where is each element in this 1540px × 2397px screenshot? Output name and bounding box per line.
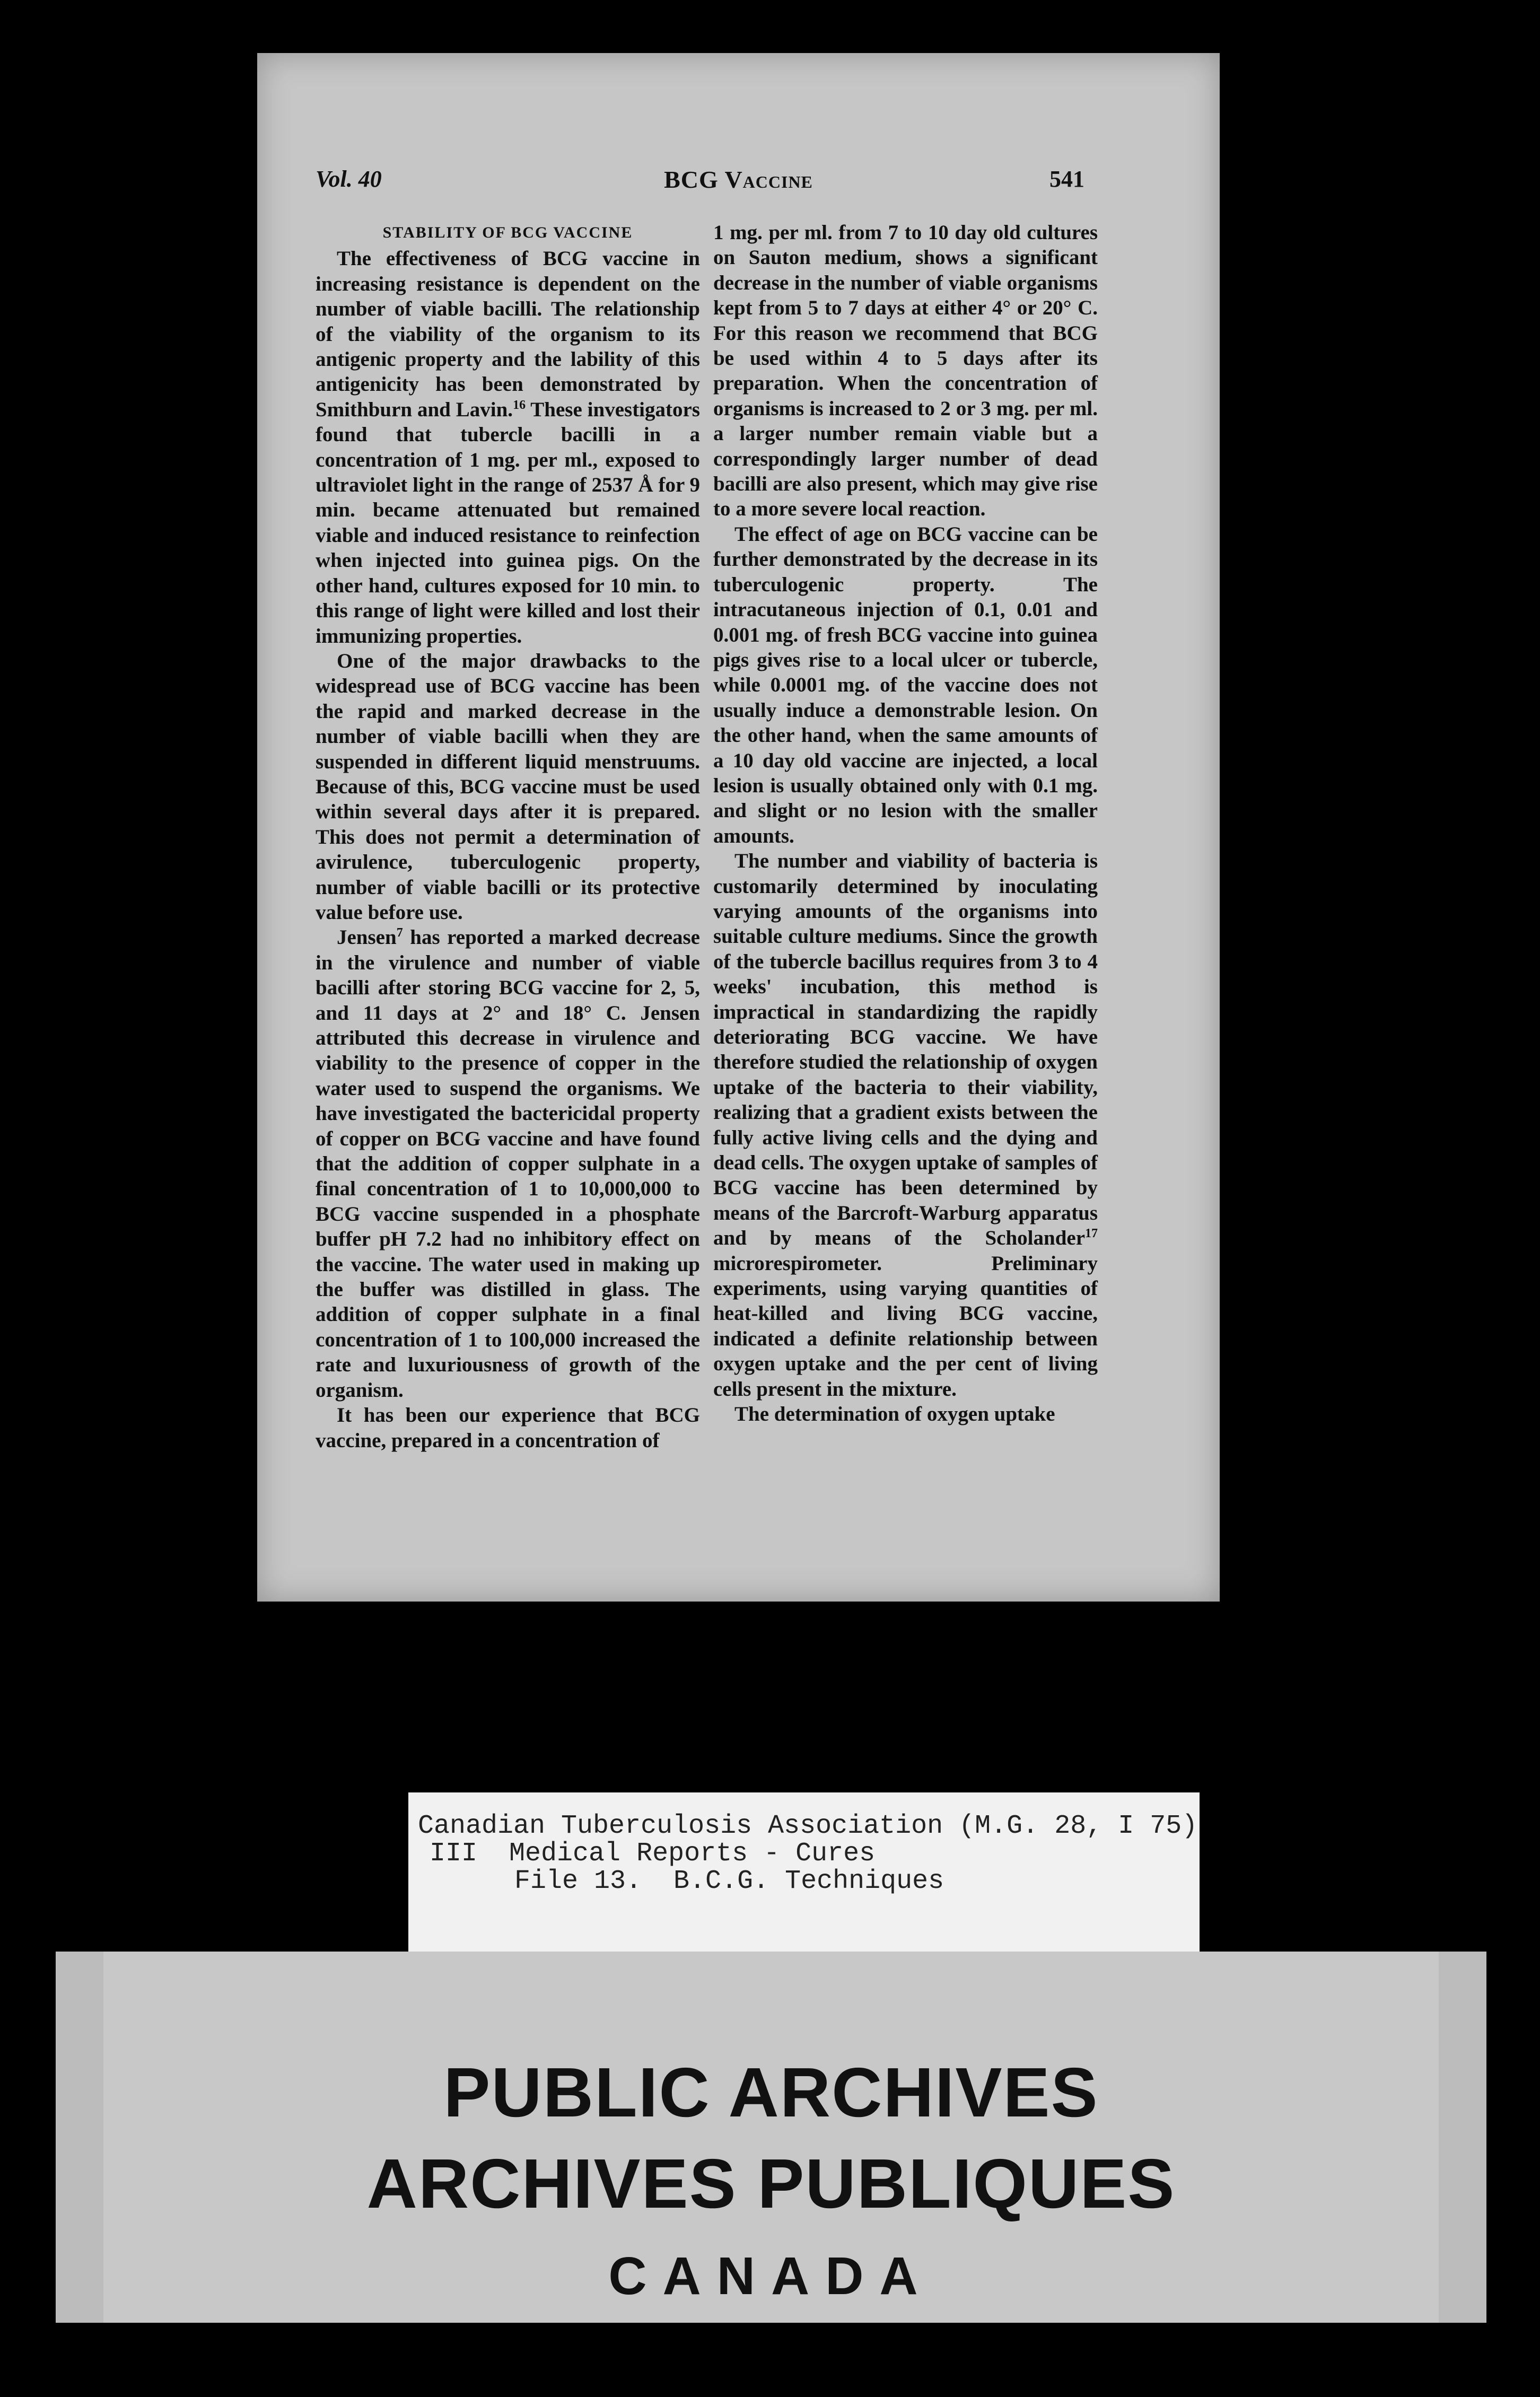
paragraph: The determination of oxygen uptake — [734, 1403, 1055, 1426]
left-column — [316, 220, 700, 1453]
paragraph: 1 mg. per ml. from 7 to 10 day old cultures on Sauton medium, shows a significant decrease in the number of viable organisms kept from 5 to 7 days at either 4° or 20° C. For this reason we recommend that BCG be used within 4 to 5 days after its preparation. When the concentration of organisms is increased to 2 or 3 mg. per ml. a larger number remain viable but a correspondingly larger number of dead bacilli are also present, which may give rise to a more severe local reaction. — [713, 221, 1098, 521]
paragraph: The effect of age on BCG vaccine can be further demonstrated by the decrease in its tuberculogenic property. The intracutaneous injection of 0.1, 0.01 and 0.001 mg. of fresh BCG vaccine into guinea pigs gives rise to a local ulcer or tubercle, while 0.0001 mg. of the vaccine does not usually induce a demonstrable lesion. On the other hand, when the same amounts of a 10 day old vaccine are injected, a local lesion is usually obtained only with 0.1 mg. and slight or no lesion with the smaller amounts. — [713, 522, 1098, 847]
banner-title-fr: ARCHIVES PUBLIQUES — [366, 2145, 1176, 2223]
paragraph: It has been our experience that BCG vaccine, prepared in a concentration of — [316, 1404, 700, 1452]
reference-marker: 7 — [396, 926, 403, 940]
paragraph: The number and viability of bacteria is customarily determined by inoculating varying amounts of the organisms into suitable culture mediums. Since the growth of the tubercle bacillus requires from 3 to 4 weeks' incubation, this method is impractical in standardizing the rapidly deteriorating BCG vaccine. We have therefore studied the relationship of oxygen uptake of the bacteria to their viability, realizing that a gradient exists between the fully active living cells and the dying and dead cells. The oxygen uptake of samples of BCG vaccine has been determined by means of the Barcroft-Warburg apparatus and by means of the Scholander$^{17}$ microrespirometer. Preliminary experiments, using varying quantities of heat-killed and living BCG vaccine, indicated a definite relationship between oxygen uptake and the per cent of living cells present in the mixture. — [713, 850, 1098, 1401]
running-header — [257, 165, 1220, 203]
label-line: File 13. B.C.G. Techniques — [514, 1866, 944, 1896]
label-line: Canadian Tuberculosis Association (M.G. 28, I 75) — [418, 1811, 1198, 1841]
label-line: III Medical Reports - Cures — [430, 1839, 876, 1869]
reference-marker: 17 — [1085, 1227, 1098, 1241]
section-heading: STABILITY OF BCG VACCINE — [382, 224, 633, 241]
journal-title: BCG Vaccine — [664, 166, 813, 193]
document-page — [257, 53, 1220, 1602]
banner-country: CANADA — [608, 2246, 934, 2306]
archive-label — [408, 1792, 1200, 1952]
paragraph: One of the major drawbacks to the widespread use of BCG vaccine has been the rapid and marked decrease in the number of viable bacilli when they are suspended in different liquid menstruums. Because of this, BCG vaccine must be used within several days after it is prepared. This does not permit a determination of avirulence, tuberculogenic property, number of viable bacilli or its protective value before use. — [316, 649, 700, 924]
right-column — [713, 220, 1098, 1427]
banner-title-en: PUBLIC ARCHIVES — [443, 2053, 1099, 2131]
paragraph: Jensen$^7$ has reported a marked decrease in the virulence and number of viable bacilli after storing BCG vaccine for 2, 5, and 11 days at 2° and 18° C. Jensen attributed this decrease in virulence and viability to the presence of copper in the water used to suspend the organisms. We have investigated the bactericidal property of copper on BCG vaccine and have found that the addition of copper sulphate in a final concentration of 1 to 10,000,000 to BCG vaccine suspended in a phosphate buffer pH 7.2 had no inhibitory effect on the vaccine. The water used in making up the buffer was distilled in glass. The addition of copper sulphate in a final concentration of 1 to 100,000 increased the rate and luxuriousness of growth of the organism. — [316, 926, 700, 1402]
reference-marker: 16 — [513, 398, 526, 412]
archive-banner — [56, 1952, 1486, 2323]
volume-number: Vol. 40 — [316, 166, 382, 192]
paragraph: The effectiveness of BCG vaccine in increasing resistance is dependent on the number of viable bacilli. The relationship of the viability of the organism to its antigenic property and the lability of this antigenicity has been demonstrated by Smithburn and Lavin.$^{16}$ These investigators found that tubercle bacilli in a concentration of 1 mg. per ml., exposed to ultraviolet light in the range of 2537 Å for 9 min. became attenuated but remained viable and induced resistance to reinfection when injected into guinea pigs. On the other hand, cultures exposed for 10 min. to this range of light were killed and lost their immunizing properties. — [316, 247, 700, 648]
page-number: 541 — [1049, 166, 1084, 192]
